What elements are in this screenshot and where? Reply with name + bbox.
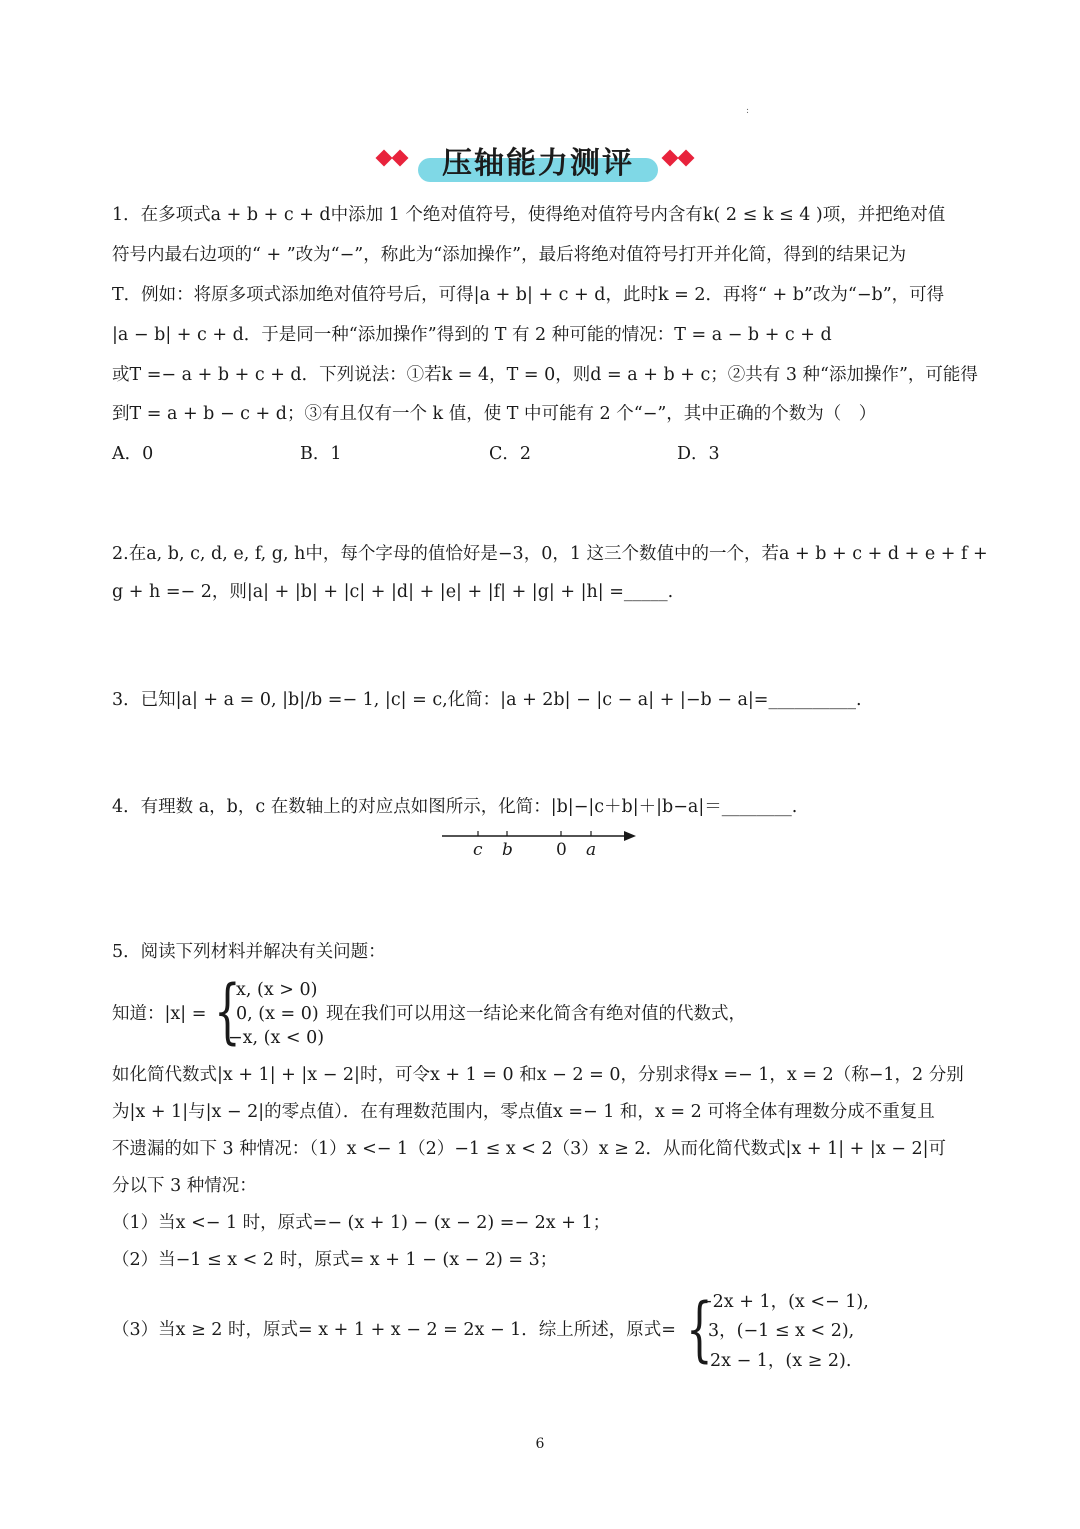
abs-case: x, (x > 0): [236, 980, 318, 1000]
q2-line: g + h =− 2，则|a| + |b| + |c| + |d| + |e| + |f| + |g| + |h| =_____.: [112, 582, 674, 602]
q2-line: 2.在a, b, c, d, e, f, g, h中，每个字母的值恰好是−3，0，1 这三个数值中的一个，若a + b + c + d + e + f +: [112, 544, 988, 564]
diamond-icon: [678, 150, 695, 167]
abs-case: −x, (x < 0): [228, 1028, 325, 1048]
section-banner: [0, 138, 1080, 188]
q5-line: 不遗漏的如下 3 种情况：（1）x <− 1（2）−1 ≤ x < 2（3）x ≥ 2．从而化简代数式|x + 1| + |x − 2|可: [112, 1139, 946, 1159]
q3-text: 3．已知|a| + a = 0, |b|/b =− 1, |c| = c,化简：|a + 2b| − |c − a| + |−b − a|=__________.: [112, 690, 862, 710]
q5-know-prefix: 知道：|x| =: [112, 1004, 207, 1024]
q5-line: （2）当−1 ≤ x < 2 时，原式= x + 1 − (x − 2) = 3；: [112, 1250, 558, 1270]
left-brace: {: [686, 1288, 713, 1370]
q5-line: 如化简代数式|x + 1| + |x − 2|时，可令x + 1 = 0 和x − 2 = 0，分别求得x =− 1，x = 2（称−1，2 分别: [112, 1065, 964, 1085]
diamond-icon: [662, 150, 679, 167]
q5-know-suffix: 现在我们可以用这一结论来化简含有绝对值的代数式，: [326, 1004, 746, 1024]
number-line: [440, 826, 640, 866]
number-line-axis: [440, 826, 640, 846]
q1-line: |a − b| + c + d．于是同一种“添加操作”得到的 T 有 2 种可能的情况：T = a − b + c + d: [112, 325, 832, 345]
choice-b: B．1: [300, 444, 342, 464]
diamond-icon: [376, 150, 393, 167]
q5-line: 为|x + 1|与|x − 2|的零点值）．在有理数范围内，零点值x =− 1 和，x = 2 可将全体有理数分成不重复且: [112, 1102, 935, 1122]
page-number: 6: [535, 1436, 545, 1452]
q1-choices: [112, 440, 812, 464]
summary-case: 2x − 1，(x ≥ 2).: [710, 1351, 852, 1371]
choice-d: D．3: [677, 444, 720, 464]
q5-line: 分以下 3 种情况：: [112, 1176, 257, 1196]
q1-line: 1．在多项式a + b + c + d中添加 1 个绝对值符号，使得绝对值符号内含有k( 2 ≤ k ≤ 4 )项，并把绝对值: [112, 205, 946, 225]
number-line-label-a: a: [586, 840, 597, 860]
summary-case: 3，(−1 ≤ x < 2),: [708, 1321, 855, 1341]
diamond-decoration-left: [378, 152, 406, 164]
q4-text: 4．有理数 a，b，c 在数轴上的对应点如图所示，化简：|b|−|c＋b|＋|b−a|＝________.: [112, 797, 798, 817]
q5-case3: （3）当x ≥ 2 时，原式= x + 1 + x − 2 = 2x − 1．综上所述，原式=: [112, 1320, 676, 1340]
q1-line: T．例如：将原多项式添加绝对值符号后，可得|a + b| + c + d，此时k = 2．再将“ + b”改为“−b”，可得: [112, 285, 945, 305]
number-line-label-b: b: [502, 840, 513, 860]
left-brace: {: [214, 970, 241, 1052]
section-title: 压轴能力测评: [442, 146, 634, 181]
number-line-label-c: c: [473, 840, 483, 860]
summary-case: −2x + 1，(x <− 1),: [698, 1292, 869, 1312]
abs-case: 0, (x = 0): [236, 1004, 319, 1024]
scan-mark: :: [746, 106, 750, 116]
diamond-icon: [392, 150, 409, 167]
choice-c: C．2: [489, 444, 532, 464]
q1-line: 或T =− a + b + c + d．下列说法：①若k = 4，T = 0，则d = a + b + c；②共有 3 种“添加操作”，可能得: [112, 365, 978, 385]
q5-line: （1）当x <− 1 时，原式=− (x + 1) − (x − 2) =− 2x + 1；: [112, 1213, 611, 1233]
q1-line: 符号内最右边项的“ + ”改为“−”，称此为“添加操作”，最后将绝对值符号打开并化简，得到的结果记为: [112, 245, 907, 265]
choice-a: A．0: [112, 444, 154, 464]
q1-line: 到T = a + b − c + d；③有且仅有一个 k 值，使 T 中可能有 2 个“−”，其中正确的个数为（ ）: [112, 404, 877, 424]
q5-intro: 5．阅读下列材料并解决有关问题：: [112, 942, 386, 962]
number-line-label-zero: 0: [556, 840, 567, 860]
diamond-decoration-right: [664, 152, 692, 164]
